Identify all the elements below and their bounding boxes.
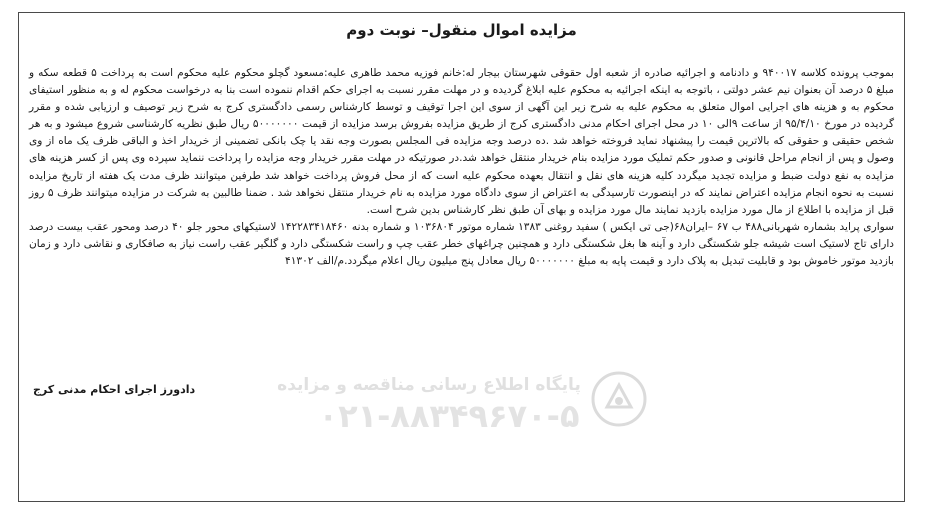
notice-paragraph-vehicle: سواری پراید بشماره شهربانی۴۸۸ ب ۶۷ –ایران۶۸(جی تی ایکس ) سفید روغنی ۱۳۸۳ شماره موتور ۱۰۳۶۸۰۴ و شماره بدنه ۱۴۲۲۸۳۴۱۸۴۶۰ لاستیکهای محور جلو ۴۰ درصد ومحور عقب بیست درصد دارای تاج لاستیک است شیشه جلو شکستگی دارد و آینه ها بغل شکستگی دارد و همچنین چراغهای خطر عقب چپ و راست شکستگی دارد و گلگیر عقب راست نیاز به صافکاری و نقاشی دارد و زمان بازدید موتور خاموش بود و قابلیت تبدیل به پلاک دارد و قیمت پایه به مبلغ ۵۰۰۰۰۰۰۰ ریال معادل پنج میلیون ریال اعلام میگردد.م/الف ۴۱۳۰۲ [29,220,895,268]
notice-title: مزایده اموال منقول– نوبت دوم [346,21,577,39]
watermark-text: پایگاه اطلاع رسانی مناقصه و مزایده [277,375,581,395]
watermark-phone: ۰۲۱-۸۸۳۴۹۶۷۰-۵ [318,397,580,435]
notice-paragraph-main: بموجب پرونده کلاسه ۹۴۰۰۱۷ و دادنامه و اجرائیه صادره از شعبه اول حقوقی شهرستان بیجار له:خانم فوزیه محمد طاهری علیه:مسعود گچلو محکوم علیه محکوم است به پرداخت ۵ قطعه سکه و مبلغ ۵ درصد آن بعنوان نیم عشر دولتی ، باتوجه به اینکه اجرائیه به محکوم علیه ابلاغ گردیده و در مهلت مقرر نسبت به اجرای حکم اقدام ننموده است بنا به درخواست محکوم له و به منظور استیفای محکوم به و هزینه های اجرایی اموال متعلق به محکوم علیه به شرح زیر این آگهی از سوی این اجرا توقیف و توسط کارشناس رسمی دادگستری کرج به شرح زیر توصیف و ارزیابی شده و مقرر گردیده در مورخ ۹۵/۴/۱۰ از ساعت ۹الی ۱۰ در محل اجرای احکام مدنی دادگستری کرج از طریق مزایده بفروش برسد مزایده از قیمت ۵۰۰۰۰۰۰۰ ریال طبق نظریه کارشناسی شروع میشود و به هر شخص حقیقی و حقوقی که بالاترین قیمت را پیشنهاد نماید فروخته خواهد شد .ده درصد وجه مزایده فی المجلس بصورت وجه نقد یا چک بانکی تضمینی از خریدار اخذ و الباقی ظرف یک ماه از وی وصول و پس از انجام مراحل قانونی و صدور حکم تملیک مورد مزایده بنام خریدار منتقل خواهد شد.در صورتیکه در مهلت مقرر خریدار وجه مزایده را پرداخت ننماید سپرده وی پس از کسر هزینه های مزایده به نفع دولت ضبط و مزایده تجدید میگردد کلیه هزینه های نقل و انتقال بعهده محکوم علیه است که از محل فروش پرداخت خواهد شد طرفین میتوانند ظرف مدت یک هفته از تاریخ مزایده نسبت به نحوه انجام مزایده اعتراض نمایند که در اینصورت تارسیدگی به اعتراض از سوی دادگاه مورد مزایده به نام خریدار منتقل نخواهد شد . ضمنا طالبین به شرکت در مزایده میتوانند ظرف ۵ روز قبل از مزایده با اطلاع از مال مورد مزایده بازدید نمایند مال مورد مزایده و بهای آن طبق نظر کارشناس بدین شرح است. [29,67,895,216]
notice-signature: دادورز اجرای احکام مدنی کرج [33,383,196,396]
notice-body [29,65,894,270]
auction-notice [18,12,905,502]
watermark-logo-icon [589,369,649,429]
